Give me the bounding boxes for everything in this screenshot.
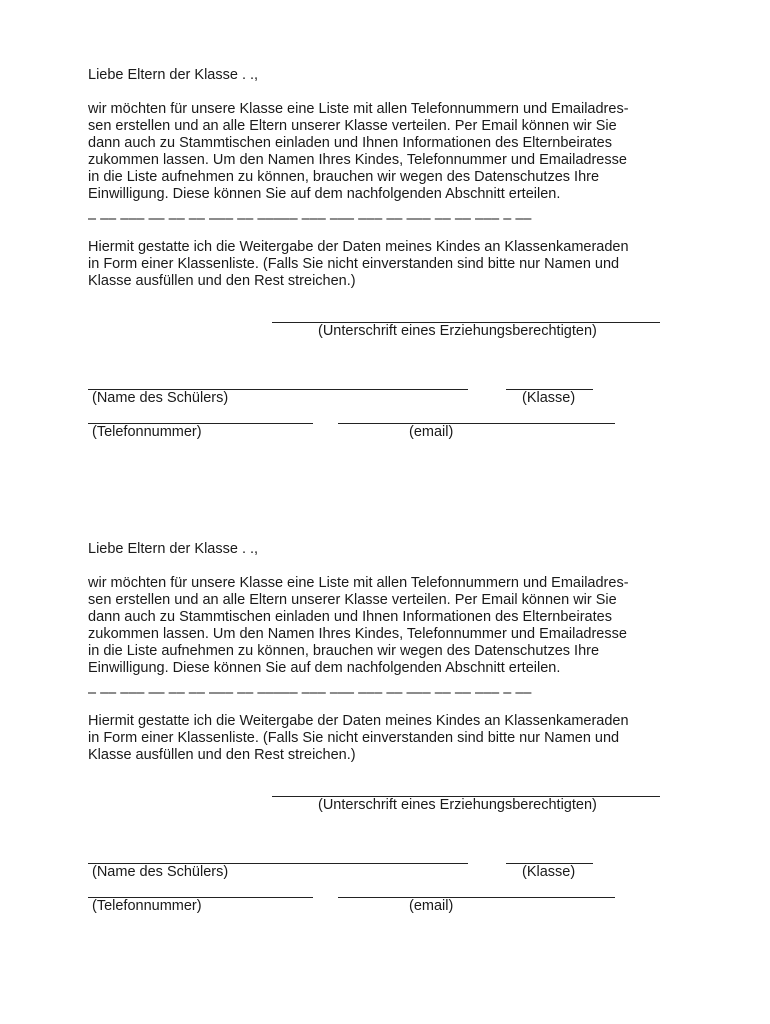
permission-paragraph — [88, 713, 629, 764]
intro-line: Einwilligung. Diese können Sie auf dem nachfolgenden Abschnitt erteilen. — [88, 660, 561, 676]
permission-line: in Form einer Klassenliste. (Falls Sie nicht einverstanden sind bitte nur Namen und — [88, 256, 620, 272]
signature-caption: (Unterschrift eines Erziehungsberechtigten) — [318, 323, 597, 339]
intro-line: zukommen lassen. Um den Namen Ihres Kindes, Telefonnummer und Emailadresse — [88, 152, 627, 168]
class-caption: (Klasse) — [522, 390, 576, 406]
cut-line: – –– ––– –– –– –– ––– –– ––––– ––– ––– ––– –– ––– –– –– ––– – –– — [88, 211, 532, 227]
email-field-line[interactable] — [338, 897, 615, 898]
intro-line: zukommen lassen. Um den Namen Ihres Kindes, Telefonnummer und Emailadresse — [88, 626, 627, 642]
permission-line: Hiermit gestatte ich die Weitergabe der Daten meines Kindes an Klassenkameraden — [88, 239, 629, 255]
student-name-caption: (Name des Schülers) — [92, 864, 229, 880]
email-caption: (email) — [409, 424, 454, 440]
permission-line: in Form einer Klassenliste. (Falls Sie nicht einverstanden sind bitte nur Namen und — [88, 730, 620, 746]
phone-caption: (Telefonnummer) — [92, 898, 202, 914]
cut-line: – –– ––– –– –– –– ––– –– ––––– ––– ––– ––– –– ––– –– –– ––– – –– — [88, 685, 532, 701]
consent-form-2 — [0, 474, 770, 934]
intro-line: in die Liste aufnehmen zu können, brauchen wir wegen des Datenschutzes Ihre — [88, 169, 600, 185]
intro-line: Einwilligung. Diese können Sie auf dem nachfolgenden Abschnitt erteilen. — [88, 186, 561, 202]
intro-line: wir möchten für unsere Klasse eine Liste mit allen Telefonnummern und Emailadres- — [88, 101, 629, 117]
intro-line: dann auch zu Stammtischen einladen und Ihnen Informationen des Elternbeirates — [88, 135, 612, 151]
phone-caption: (Telefonnummer) — [92, 424, 202, 440]
consent-form-1 — [0, 0, 770, 460]
intro-paragraph — [88, 101, 629, 203]
intro-line: in die Liste aufnehmen zu können, brauchen wir wegen des Datenschutzes Ihre — [88, 643, 600, 659]
intro-line: dann auch zu Stammtischen einladen und Ihnen Informationen des Elternbeirates — [88, 609, 612, 625]
permission-line: Klasse ausfüllen und den Rest streichen.) — [88, 273, 356, 289]
email-field-line[interactable] — [338, 423, 615, 424]
class-caption: (Klasse) — [522, 864, 576, 880]
email-caption: (email) — [409, 898, 454, 914]
intro-paragraph — [88, 575, 629, 677]
intro-line: sen erstellen und an alle Eltern unserer Klasse verteilen. Per Email können wir Sie — [88, 118, 617, 134]
permission-paragraph — [88, 239, 629, 290]
signature-caption: (Unterschrift eines Erziehungsberechtigten) — [318, 797, 597, 813]
greeting: Liebe Eltern der Klasse . ., — [88, 541, 259, 557]
permission-line: Hiermit gestatte ich die Weitergabe der Daten meines Kindes an Klassenkameraden — [88, 713, 629, 729]
permission-line: Klasse ausfüllen und den Rest streichen.) — [88, 747, 356, 763]
greeting: Liebe Eltern der Klasse . ., — [88, 67, 259, 83]
student-name-caption: (Name des Schülers) — [92, 390, 229, 406]
intro-line: sen erstellen und an alle Eltern unserer Klasse verteilen. Per Email können wir Sie — [88, 592, 617, 608]
intro-line: wir möchten für unsere Klasse eine Liste mit allen Telefonnummern und Emailadres- — [88, 575, 629, 591]
